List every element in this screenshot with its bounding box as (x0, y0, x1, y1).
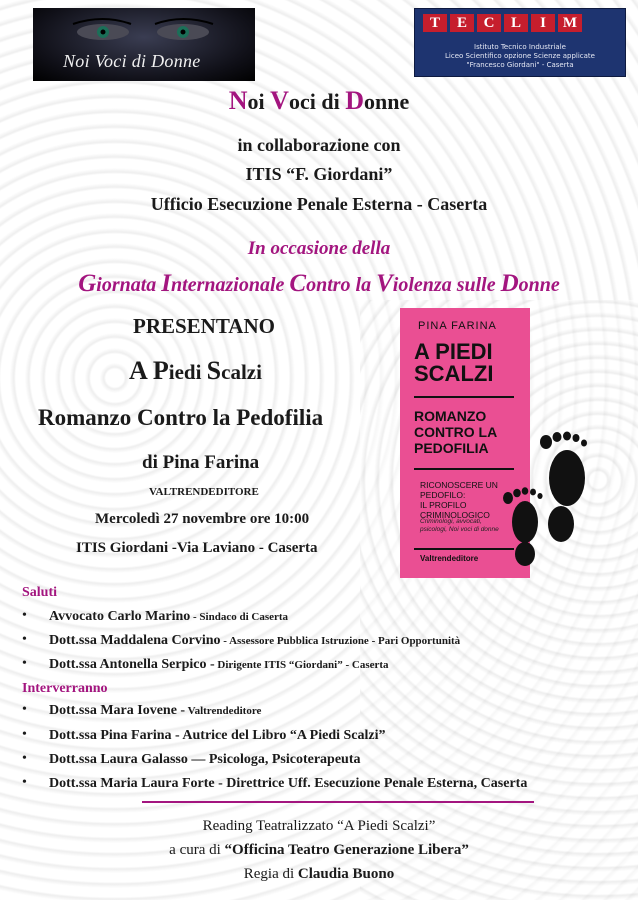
list-item-text (49, 728, 386, 744)
saluti-heading: Saluti (22, 585, 58, 600)
day-title-part: nternazionale (171, 274, 290, 296)
day-title-part: V (376, 270, 393, 297)
logo-line: "Francesco Giordani" - Caserta (466, 61, 574, 69)
org-title-part: oci di (288, 89, 346, 114)
list-item-name: Dott.ssa Laura Galasso — Psicologa, Psicoterapeuta (49, 752, 361, 767)
logo-letter: I (531, 14, 555, 32)
book-tagline-line: PEDOFILO: (420, 490, 466, 500)
event-place: ITIS Giordani -Via Laviano - Caserta (76, 540, 318, 556)
event-subtitle: Romanzo Contro la Pedofilia (38, 405, 324, 430)
list-item-name: Dott.ssa Maria Laura Forte - Direttrice Uff. Esecuzione Penale Esterna, Caserta (49, 776, 528, 791)
day-title (0, 270, 638, 298)
bullet: • (22, 608, 27, 623)
event-title-part: iedi (168, 360, 207, 384)
book-title-line: SCALZI (414, 361, 494, 386)
book-divider (414, 396, 514, 398)
list-item-text (49, 776, 527, 792)
org-title-part: N (228, 86, 248, 115)
book-publisher: Valtrendeditore (420, 554, 479, 563)
director-name: Claudia Buono (297, 866, 395, 882)
logo-letter: E (450, 14, 474, 32)
occasion-text: In occasione della (247, 238, 391, 259)
book-title-line: A PIEDI (414, 339, 493, 364)
bullet: • (22, 751, 27, 766)
director-prefix: Regia di (243, 866, 298, 882)
event-title (129, 356, 262, 386)
divider (142, 801, 534, 803)
day-title-part: G (78, 270, 97, 297)
list-item-name: Avvocato Carlo Marino (49, 609, 191, 624)
day-title-part: iornata (96, 274, 162, 296)
footprints-icon (495, 430, 605, 570)
list-item-text (49, 609, 288, 625)
logo-letter: T (423, 14, 447, 32)
book-subtitle (414, 408, 497, 456)
list-item-text (49, 657, 389, 673)
book-title (414, 341, 493, 385)
reading-text: Reading Teatralizzato “A Piedi Scalzi” (202, 818, 436, 834)
curator-prefix: a cura di (169, 842, 225, 858)
event-title-part: calzi (221, 360, 262, 384)
event-author: di Pina Farina (142, 452, 260, 473)
eyes-image (33, 16, 255, 46)
teclim-letters (423, 14, 582, 32)
book-tagline-line: IL PROFILO (420, 500, 467, 510)
bullet: • (22, 775, 27, 790)
uepe-name: Ufficio Esecuzione Penale Esterna - Caserta (150, 194, 488, 214)
curator-line (0, 842, 638, 859)
day-title-part: I (161, 270, 172, 297)
list-item-name: Dott.ssa Antonella Serpico - (49, 657, 215, 672)
bullet: • (22, 656, 27, 671)
org-title (0, 86, 638, 116)
list-item-role: - Assessore Pubblica Istruzione - Pari Opportunità (220, 635, 461, 647)
list-item-name: Dott.ssa Mara Iovene - (49, 703, 186, 718)
curator-name: “Officina Teatro Generazione Libera” (224, 842, 469, 858)
list-item-text (49, 633, 460, 649)
noi-voci-di-donne-logo (33, 8, 255, 81)
org-title-part: D (345, 86, 364, 115)
logo-letter: C (477, 14, 501, 32)
teclim-logo (414, 8, 626, 77)
logo-line: Liceo Scientifico opzione Scienze applicate (445, 52, 595, 60)
book-subtitle-line: CONTRO LA (414, 424, 498, 440)
bullet: • (22, 727, 27, 742)
list-item-role: Dirigente ITIS “Giordani” - Caserta (214, 659, 389, 671)
itis-name: ITIS “F. Giordani” (245, 164, 393, 184)
logo-line: Istituto Tecnico Industriale (474, 43, 566, 51)
book-author: PINA FARINA (418, 320, 497, 332)
day-title-part: iolenza sulle (392, 274, 501, 296)
logo-brand-text: Noi Voci di Donne (63, 51, 201, 71)
event-title-part: S (206, 356, 222, 385)
book-keywords-line: psicologi, Noi voci di donne (420, 526, 499, 533)
director-line (0, 866, 638, 883)
book-tagline (420, 480, 498, 520)
event-date: Mercoledì 27 novembre ore 10:00 (95, 511, 310, 527)
event-publisher: VALTRENDEDITORE (149, 486, 259, 498)
logo-letter: L (504, 14, 528, 32)
org-title-part: oi (247, 89, 271, 114)
book-keywords-line: Criminologi, avvocati, (420, 518, 482, 525)
org-title-part: onne (363, 89, 410, 114)
list-item-role: Valtrendeditore (185, 705, 262, 717)
book-subtitle-line: PEDOFILIA (414, 440, 489, 456)
list-item-name: Dott.ssa Pina Farina - Autrice del Libro “A Piedi Scalzi” (49, 728, 386, 743)
event-title-part: A P (129, 356, 169, 385)
list-item-role: - Sindaco di Caserta (190, 611, 289, 623)
book-tagline-line: CRIMINOLOGICO (420, 510, 490, 520)
list-item-text (49, 703, 261, 719)
bullet: • (22, 702, 27, 717)
interventi-heading: Interverranno (22, 681, 108, 696)
list-item-text (49, 752, 360, 768)
day-title-part: D (500, 270, 519, 297)
day-title-part: ontro la (306, 274, 377, 296)
day-title-part: onne (518, 274, 560, 296)
collaboration-text: in collaborazione con (237, 135, 401, 155)
book-keywords (420, 518, 499, 534)
presentano-heading: PRESENTANO (133, 314, 275, 338)
book-tagline-line: RICONOSCERE UN (420, 480, 498, 490)
bullet: • (22, 632, 27, 647)
book-subtitle-line: ROMANZO (414, 408, 487, 424)
org-title-part: V (270, 86, 289, 115)
day-title-part: C (289, 270, 307, 297)
logo-letter: M (558, 14, 582, 32)
list-item-name: Dott.ssa Maddalena Corvino (49, 633, 221, 648)
